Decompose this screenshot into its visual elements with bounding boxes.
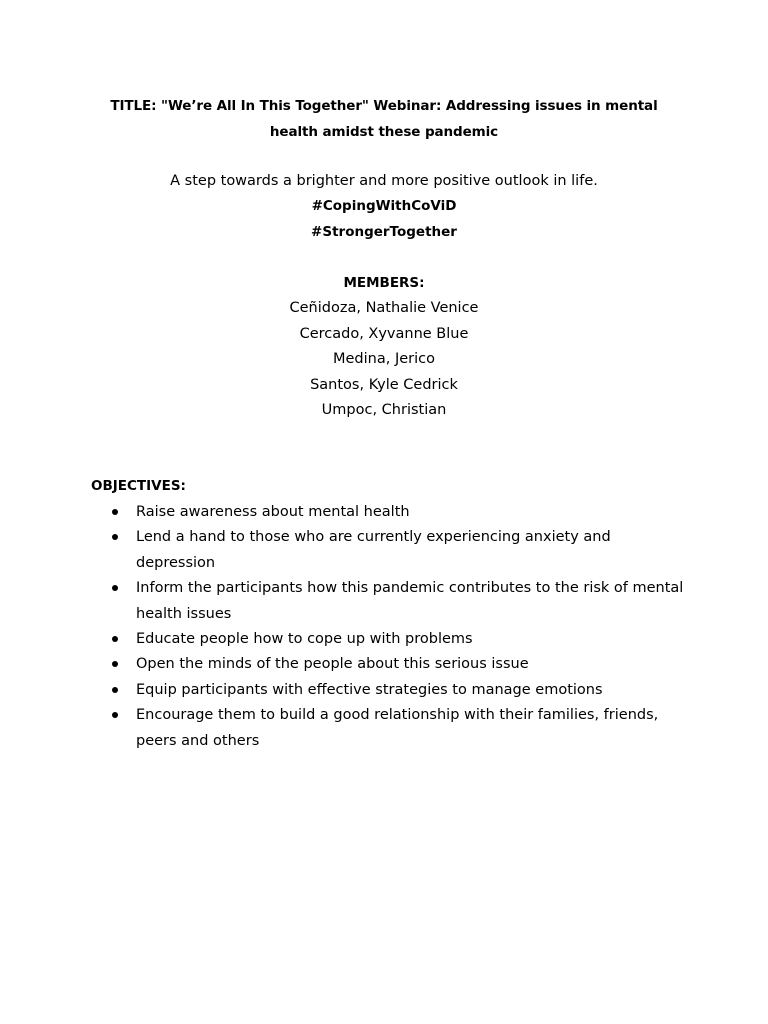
- bullet-icon: [112, 712, 118, 718]
- objective-item: [110, 703, 690, 754]
- objective-item: [110, 627, 690, 652]
- bullet-icon: [112, 585, 118, 591]
- objectives-list: [110, 500, 690, 754]
- member-name: Medina, Jerico: [333, 351, 435, 367]
- member-name: Cercado, Xyvanne Blue: [299, 325, 469, 342]
- objective-item: [110, 652, 690, 677]
- member-name: Umpoc, Christian: [321, 402, 447, 418]
- objective-item: [110, 525, 690, 576]
- document-title: TITLE: "We’re All In This Together" Webinar: Addressing issues in mental health amidst these pandemic: [110, 98, 658, 140]
- members-list: [0, 297, 768, 425]
- objective-item: [110, 500, 690, 525]
- objective-text: Equip participants with effective strategies to manage emotions: [136, 681, 603, 698]
- member-name: Ceñidoza, Nathalie Venice: [289, 300, 479, 316]
- bullet-icon: [112, 534, 118, 540]
- bullet-icon: [112, 509, 118, 515]
- hashtag-coping: #CopingWithCoViD: [311, 198, 457, 214]
- bullet-icon: [112, 661, 118, 667]
- tagline: A step towards a brighter and more positive outlook in life.: [170, 173, 598, 189]
- hashtag-stronger: #StrongerTogether: [311, 224, 457, 240]
- objective-text: Raise awareness about mental health: [136, 504, 410, 520]
- objective-item: [110, 678, 690, 703]
- objective-item: [110, 576, 690, 627]
- objective-text: Encourage them to build a good relationship with their families, friends, peers and others: [136, 707, 659, 749]
- bullet-icon: [112, 636, 118, 642]
- objective-text: Inform the participants how this pandemic contributes to the risk of mental health issues: [136, 580, 684, 622]
- member-name: Santos, Kyle Cedrick: [310, 376, 458, 393]
- objective-text: Lend a hand to those who are currently experiencing anxiety and depression: [136, 529, 611, 571]
- objective-text: Open the minds of the people about this serious issue: [136, 656, 529, 673]
- bullet-icon: [112, 687, 118, 693]
- objective-text: Educate people how to cope up with problems: [136, 631, 473, 648]
- members-heading: MEMBERS:: [343, 275, 425, 291]
- objectives-heading: OBJECTIVES:: [91, 478, 186, 494]
